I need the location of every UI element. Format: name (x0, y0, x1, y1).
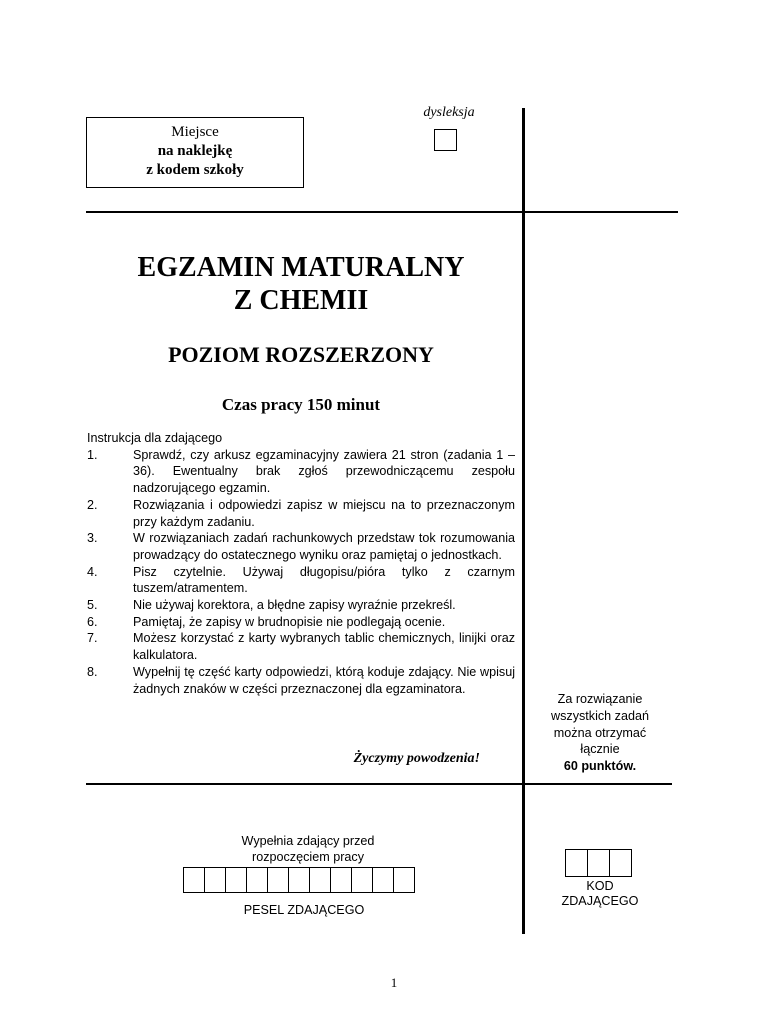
exam-time: Czas pracy 150 minut (221, 395, 381, 414)
dyslexia-checkbox[interactable] (434, 129, 457, 151)
pesel-digit-cell[interactable] (310, 867, 331, 893)
sticker-line-2: na naklejkę (157, 143, 233, 159)
points-line-1: Za rozwiązanie (557, 692, 643, 706)
item-text: Pisz czytelnie. Używaj długopisu/pióra tylko z czarnym tuszem/atramentem. (133, 564, 515, 596)
sticker-line-1: Miejsce (171, 124, 219, 140)
pesel-digit-cell[interactable] (289, 867, 310, 893)
exam-level: POZIOM ROZSZERZONY (168, 342, 434, 367)
exam-title-line-2: Z CHEMII (233, 285, 369, 316)
item-number: 4. (87, 564, 98, 579)
item-text: Sprawdź, czy arkusz egzaminacyjny zawiera 21 stron (zadania 1 – 36). Ewentualny brak zgłoś przewodniczącemu zespołu nadzorującego egzamin. (133, 447, 515, 496)
pesel-digit-cell[interactable] (331, 867, 352, 893)
pesel-digit-cell[interactable] (247, 867, 268, 893)
pesel-digit-cell[interactable] (373, 867, 394, 893)
pesel-digit-cell[interactable] (184, 867, 205, 893)
item-number: 5. (87, 598, 98, 613)
top-horizontal-divider (86, 211, 678, 213)
item-text: Nie używaj korektora, a błędne zapisy wyraźnie przekreśl. (133, 598, 456, 613)
list-item (87, 447, 515, 497)
item-number: 3. (87, 531, 98, 546)
code-digit-cell[interactable] (566, 849, 588, 877)
list-item (87, 564, 515, 597)
candidate-code-grid (565, 849, 632, 877)
points-line-2: wszystkich zadań (551, 708, 649, 723)
item-text: Rozwiązania i odpowiedzi zapisz w miejscu na to przeznaczonym przy każdym zadaniu. (133, 497, 515, 529)
pesel-digit-cell[interactable] (268, 867, 289, 893)
instructions (87, 430, 515, 697)
pesel-digit-cell[interactable] (352, 867, 373, 893)
list-item (87, 497, 515, 530)
sticker-line-3: z kodem szkoły (146, 162, 244, 178)
pesel-info-line-1: Wypełnia zdający przed (241, 834, 375, 848)
code-digit-cell[interactable] (588, 849, 610, 877)
item-number: 2. (87, 497, 98, 512)
item-number: 8. (87, 664, 98, 679)
item-number: 1. (87, 447, 98, 462)
points-total: 60 punktów. (563, 759, 637, 774)
item-number: 6. (87, 614, 98, 629)
list-item (87, 597, 515, 614)
page-number: 1 (390, 975, 398, 990)
pesel-instructions (198, 834, 418, 865)
item-text: Pamiętaj, że zapisy w brudnopisie nie podlegają ocenie. (133, 614, 446, 629)
candidate-code-label (540, 879, 660, 909)
pesel-label: PESEL ZDAJĄCEGO (243, 903, 365, 917)
points-info (533, 691, 667, 775)
item-text: W rozwiązaniach zadań rachunkowych przedstaw tok rozumowania prowadzący do ostatecznego wyniku oraz pamiętaj o jednostkach. (133, 531, 515, 562)
good-luck-wishes: Życzymy powodzenia! (353, 751, 480, 766)
instructions-list (87, 447, 515, 698)
school-code-sticker-box (86, 117, 304, 188)
vertical-divider (522, 108, 525, 934)
list-item (87, 530, 515, 563)
points-line-4: łącznie (580, 742, 620, 757)
pesel-digit-cell[interactable] (205, 867, 226, 893)
kod-label-line-1: KOD (586, 879, 614, 893)
instructions-heading: Instrukcja dla zdającego (87, 431, 223, 445)
list-item (87, 664, 515, 697)
points-line-3: można otrzymać (553, 725, 647, 740)
dyslexia-label: dysleksja (423, 105, 475, 120)
list-item (87, 614, 515, 631)
pesel-info-line-2: rozpoczęciem pracy (252, 849, 364, 864)
pesel-digit-cell[interactable] (226, 867, 247, 893)
list-item (87, 630, 515, 663)
pesel-digit-cell[interactable] (394, 867, 415, 893)
item-text: Możesz korzystać z karty wybranych tablic chemicznych, linijki oraz kalkulatora. (133, 631, 515, 663)
pesel-input-grid (183, 867, 415, 893)
exam-title-line-1: EGZAMIN MATURALNY (137, 252, 465, 283)
kod-label-line-2: ZDAJĄCEGO (561, 894, 639, 908)
item-number: 7. (87, 631, 98, 646)
item-text: Wypełnij tę część karty odpowiedzi, którą koduje zdający. Nie wpisuj żadnych znaków w części przeznaczonej dla egzaminatora. (133, 664, 515, 696)
bottom-horizontal-divider (86, 783, 672, 785)
code-digit-cell[interactable] (610, 849, 632, 877)
